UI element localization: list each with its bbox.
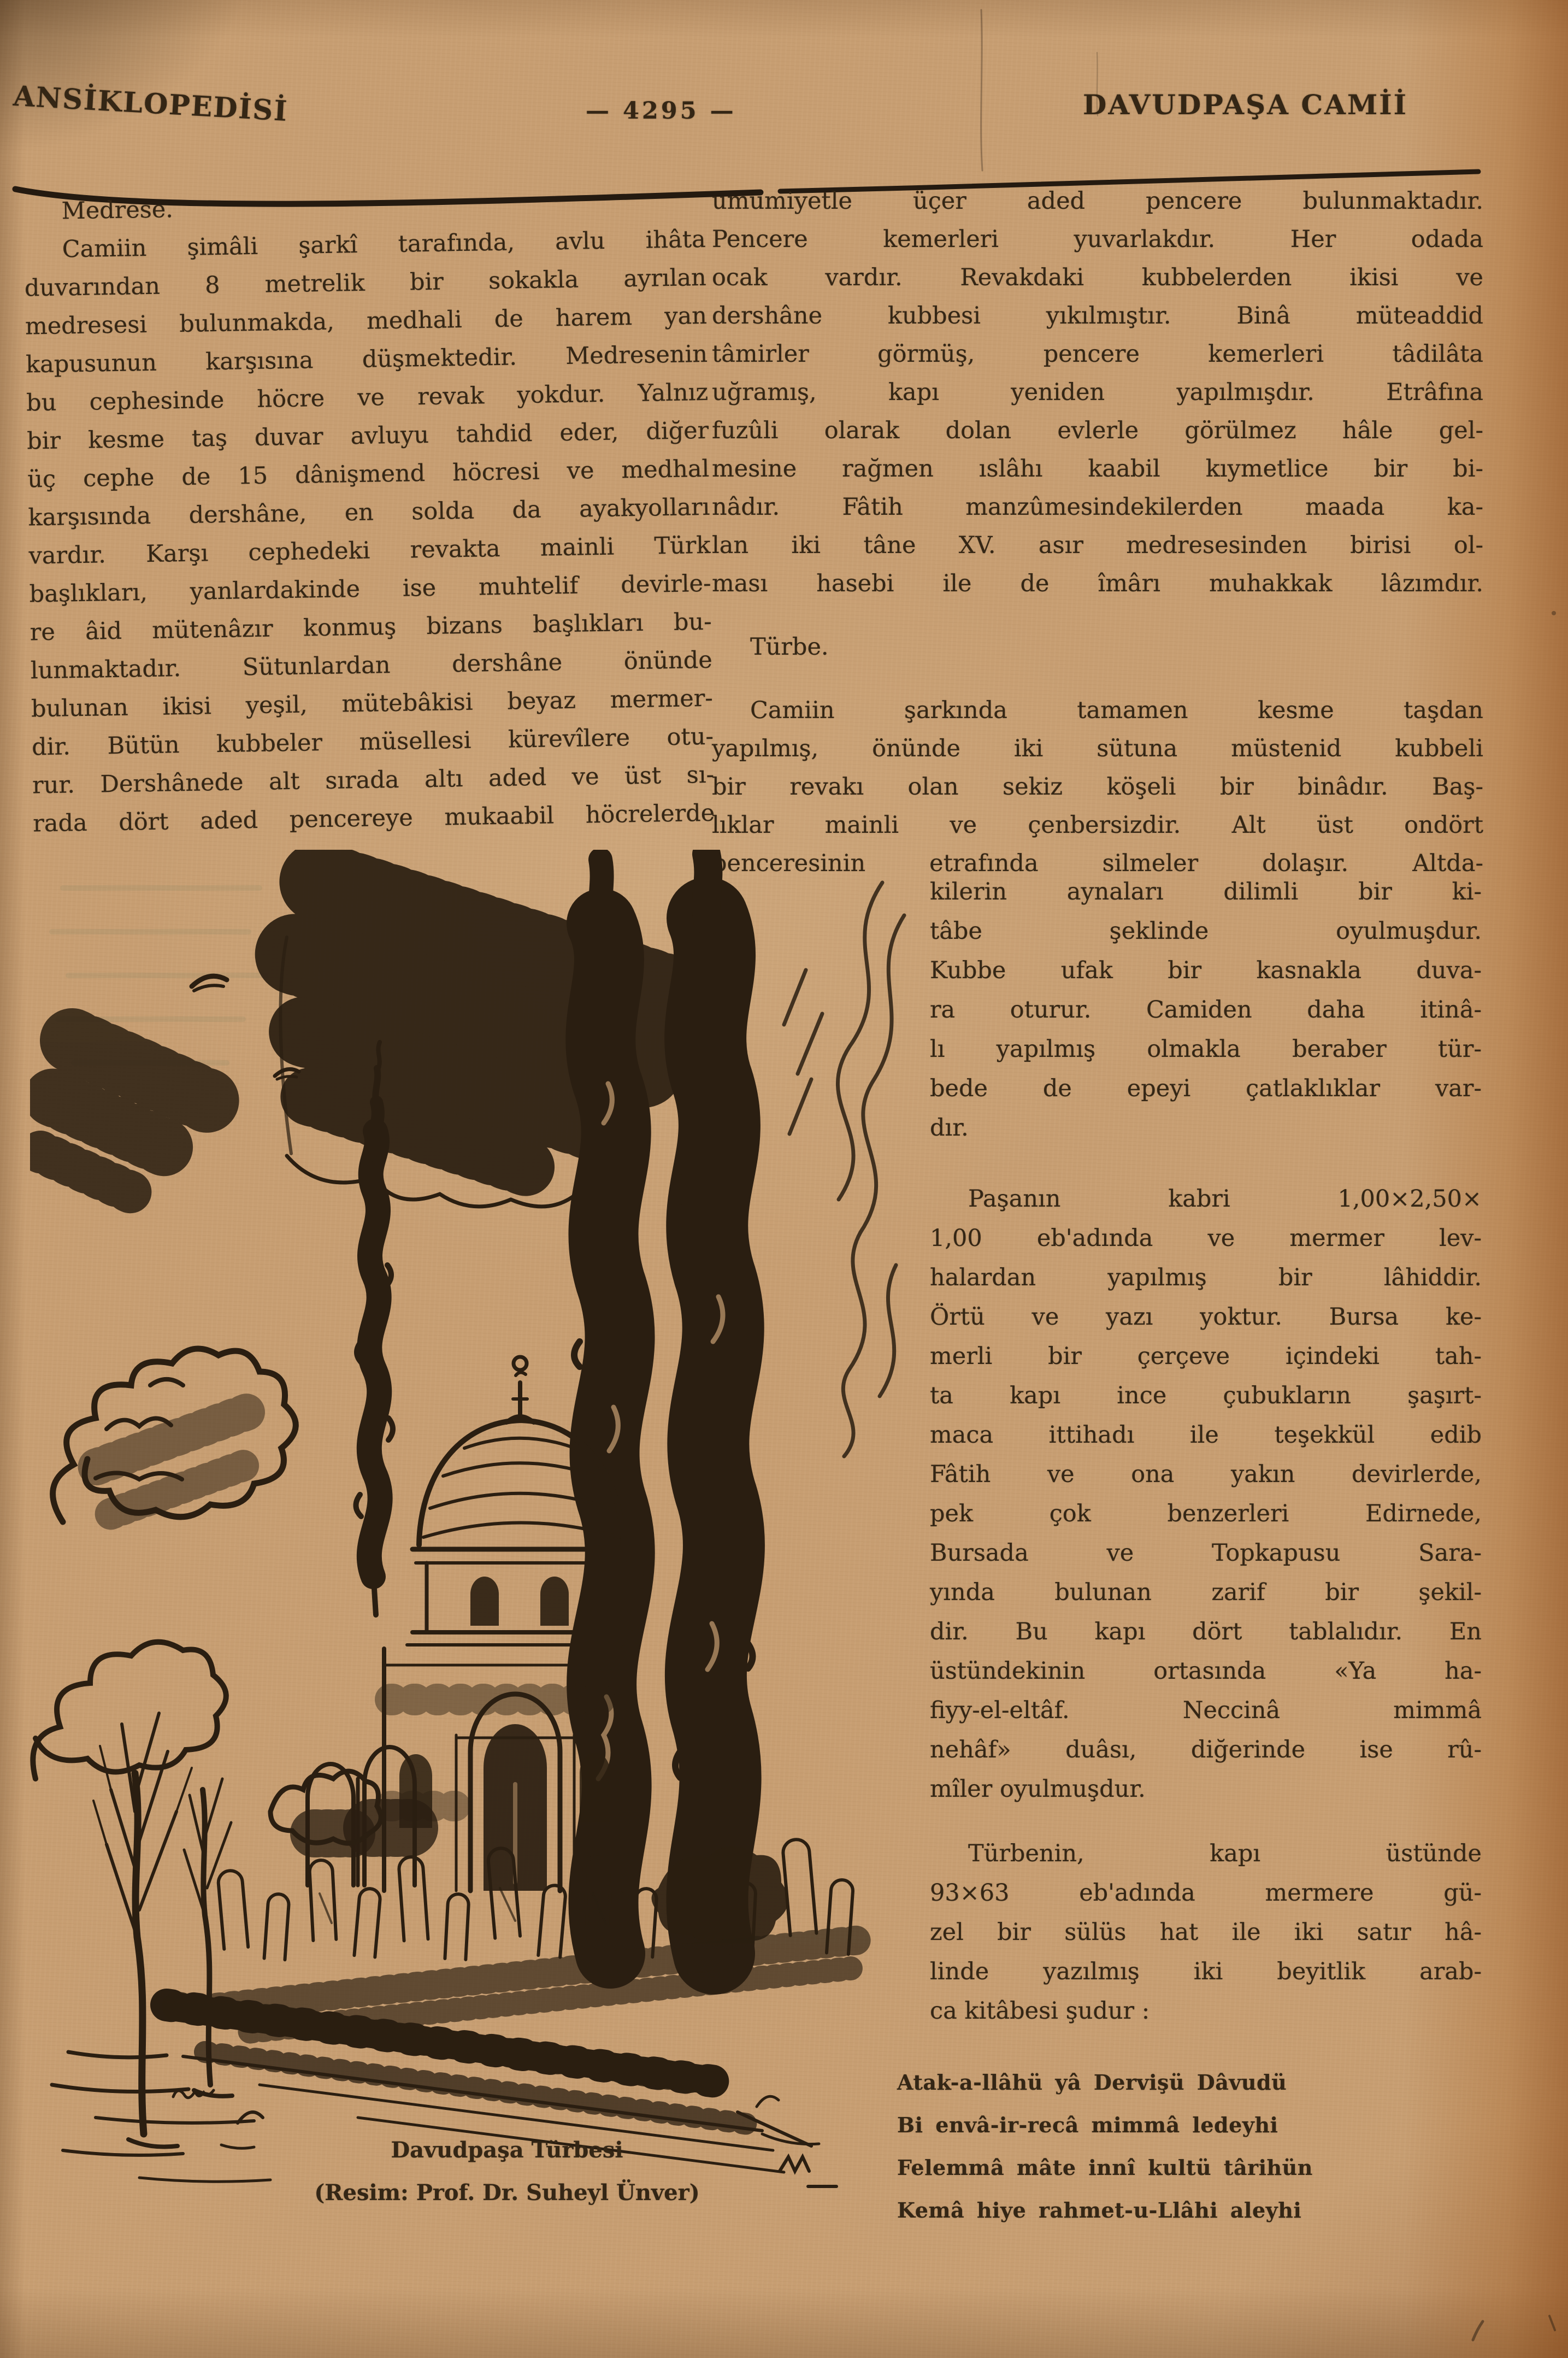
text-line: fuzûli olarak dolan evlerle görülmez hâle gel- — [712, 417, 1483, 444]
text-line: fiyy-el-eltâf. Neccinâ mimmâ — [930, 1697, 1482, 1724]
text-line: ra oturur. Camiden daha itinâ- — [930, 996, 1482, 1024]
verse-line: Felemmâ mâte innî kultü târihün — [897, 2155, 1313, 2180]
text-line: üstündekinin ortasında «Ya ha- — [930, 1657, 1482, 1685]
text-line: duvarından 8 metrelik bir sokakla ayrılan — [24, 263, 707, 302]
text-line: dır. — [930, 1114, 969, 1142]
text-line: dir. Bu kapı dört tablalıdır. En — [930, 1618, 1482, 1645]
text-line: Pencere kemerleri yuvarlakdır. Her odada — [712, 226, 1483, 253]
text-line: medresesi bulunmakda, medhali de harem yan — [25, 302, 708, 340]
dome-finial — [506, 1357, 534, 1422]
text-line: 93×63 eb'adında mermere gü- — [930, 1879, 1482, 1907]
text-line: ocak vardır. Revakdaki kubbelerden ikisi ve — [712, 264, 1483, 291]
text-line: bir kesme taş duvar avluyu tahdid eder, diğer — [26, 416, 709, 455]
text-line: Kubbe ufak bir kasnakla duva- — [930, 957, 1482, 984]
text-line: lunmaktadır. Sütunlardan dershâne önünde — [30, 646, 713, 685]
text-line: bir revakı olan sekiz köşeli bir binâdır. Baş- — [712, 773, 1483, 801]
text-line: Örtü ve yazı yoktur. Bursa ke- — [930, 1303, 1482, 1331]
text-line: Bursada ve Topkapusu Sara- — [930, 1539, 1482, 1567]
left-foliage — [33, 1349, 381, 1843]
text-line: Medrese. — [61, 196, 174, 225]
right-column-beside-illustration — [930, 872, 1482, 2031]
text-line: dershâne kubbesi yıkılmıştır. Binâ müteaddid — [712, 302, 1483, 330]
verse-line: Bi envâ-ir-recâ mimmâ ledeyhi — [897, 2113, 1278, 2137]
caption-credit: (Resim: Prof. Dr. Suheyl Ünver) — [314, 2180, 700, 2206]
text-line: lan iki tâne XV. asır medresesinden birisi ol- — [712, 532, 1483, 559]
text-line: maca ittihadı ile teşekkül edib — [930, 1421, 1482, 1449]
text-line: başlıkları, yanlardakinde ise muhtelif devirle- — [29, 569, 711, 608]
text-line: kilerin aynaları dilimli bir ki- — [930, 878, 1482, 905]
page-number: — 4295 — — [586, 97, 736, 125]
caption-title: Davudpaşa Türbesi — [391, 2137, 623, 2163]
text-line: 1,00 eb'adında ve mermer lev- — [930, 1225, 1482, 1252]
right-column-upper — [712, 182, 1483, 883]
text-line: rada dört aded pencereye mukaabil höcrelerde — [32, 799, 715, 838]
text-line: Türbe. — [750, 633, 829, 661]
publication-title: ANSİKLOPEDİSİ — [12, 80, 289, 128]
text-line: Paşanın kabri 1,00×2,50× — [968, 1185, 1482, 1213]
turbe-illustration — [30, 850, 932, 2194]
text-line: yında bulunan zarif bir şekil- — [930, 1579, 1482, 1606]
inscription-verse — [897, 2061, 1498, 2232]
text-line: nehâf» duâsı, diğerinde ise rû- — [930, 1736, 1482, 1763]
text-line: ca kitâbesi şudur : — [930, 1997, 1150, 2025]
text-line: karşısında dershâne, en solda da ayakyolları — [28, 493, 710, 532]
text-line: lıklar mainli ve çenbersizdir. Alt üst ondört — [712, 812, 1483, 839]
text-line: ta kapı ince çubukların şaşırt- — [930, 1382, 1482, 1409]
text-line: ması hasebi ile de îmârı muhakkak lâzımdır. — [712, 570, 1483, 597]
text-line: rur. Dershânede alt sırada altı aded ve üst sı- — [32, 761, 715, 799]
text-line: lı yapılmış olmakla beraber tür- — [930, 1036, 1482, 1063]
text-line: umumiyetle üçer aded pencere bulunmaktadır. — [712, 187, 1483, 215]
text-line: bu cephesinde höcre ve revak yokdur. Yalnız — [26, 378, 709, 417]
bare-trees — [93, 1713, 232, 2147]
text-line: uğramış, kapı yeniden yapılmışdır. Etrâfına — [712, 379, 1483, 406]
text-line: tâbe şeklinde oyulmuşdur. — [930, 918, 1482, 945]
text-line: mîler oyulmuşdur. — [930, 1775, 1146, 1803]
text-line: pek çok benzerleri Edirnede, — [930, 1500, 1482, 1527]
text-line: kapusunun karşısına düşmektedir. Medresenin — [25, 340, 708, 379]
text-line: halardan yapılmış bir lâhiddir. — [930, 1264, 1482, 1291]
text-line: dir. Bütün kubbeler müsellesi kürevîlere otu- — [31, 722, 714, 761]
text-line: üç cephe de 15 dânişmend höcresi ve medhal — [27, 455, 710, 493]
text-line: Türbenin, kapı üstünde — [968, 1840, 1482, 1867]
article-title: DAVUDPAŞA CAMİİ — [1083, 89, 1408, 121]
text-line: Fâtih ve ona yakın devirlerde, — [930, 1461, 1482, 1488]
text-line: re âid mütenâzır konmuş bizans başlıkları bu- — [30, 608, 712, 646]
text-line: bede de epeyi çatlaklıklar var- — [930, 1075, 1482, 1102]
illustration-caption — [212, 2129, 802, 2214]
text-line: tâmirler görmüş, pencere kemerleri tâdilâta — [712, 340, 1483, 368]
text-line: yapılmış, önünde iki sütuna müstenid kubbeli — [712, 735, 1483, 762]
text-line: penceresinin etrafında silmeler dolaşır. Altda- — [712, 850, 1483, 877]
left-column — [23, 182, 715, 843]
turbe-sketch-drawing — [30, 850, 932, 2194]
text-line: zel bir sülüs hat ile iki satır hâ- — [930, 1919, 1482, 1946]
text-line: bulunan ikisi yeşil, mütebâkisi beyaz mermer- — [31, 684, 714, 723]
text-line: merli bir çerçeve içindeki tah- — [930, 1343, 1482, 1370]
text-line: vardır. Karşı cephedeki revakta mainli Türk — [28, 531, 711, 570]
text-line: mesine rağmen ıslâhı kaabil kıymetlice bir bi- — [712, 455, 1483, 483]
text-line: linde yazılmış iki beyitlik arab- — [930, 1958, 1482, 1985]
text-line: Camiin şimâli şarkî tarafında, avlu ihâta — [62, 225, 706, 263]
text-line: Camiin şarkında tamamen kesme taşdan — [750, 697, 1483, 724]
verse-line: Kemâ hiye rahmet-u-Llâhi aleyhi — [897, 2198, 1302, 2222]
text-line: nâdır. Fâtih manzûmesindekilerden maada ka- — [712, 493, 1483, 521]
verse-line: Atak-a-llâhü yâ Dervişü Dâvudü — [897, 2070, 1287, 2095]
